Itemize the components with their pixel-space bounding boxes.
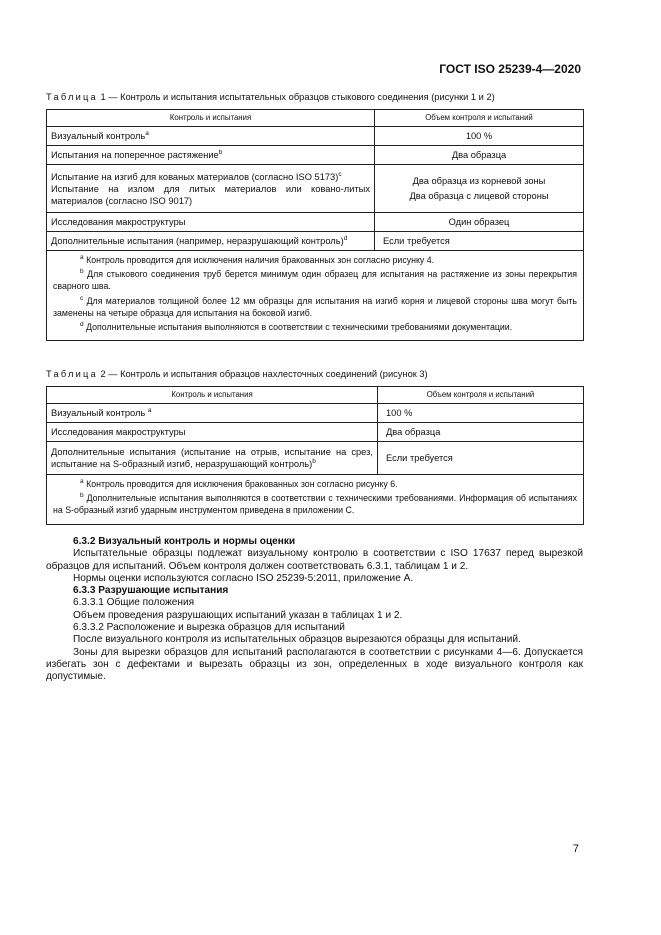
table1-footnotes <box>47 251 584 341</box>
table2-cell-scope: Два образца <box>378 423 584 442</box>
cell-text: Испытания на поперечное растяжение <box>51 150 219 160</box>
table2-caption-prefix: Таблица <box>46 369 98 379</box>
table1-cell-test <box>47 165 375 213</box>
footnote-ref: a <box>145 129 149 137</box>
table2-footnotes-row <box>47 475 584 525</box>
table-row <box>47 165 584 213</box>
footnote-mark: d <box>80 321 84 329</box>
footnote-text: Контроль проводится для исключения бракованных зон согласно рисунку 6. <box>83 479 398 489</box>
cell-text: Два образца из корневой зоны <box>412 176 546 186</box>
footnote-ref: c <box>338 170 342 178</box>
document-header: ГОСТ ISO 25239-4—2020 <box>439 62 581 76</box>
footnote-text: Для стыкового соединения труб берется минимум один образец для испытания на растяжение из зоны перекрытия сварного шва. <box>53 269 577 292</box>
table1-header-test: Контроль и испытания <box>47 110 375 127</box>
table-row <box>47 146 584 165</box>
subsection-heading: 6.3.3.1 Общие положения <box>73 597 195 609</box>
table1-caption-prefix: Таблица <box>46 92 98 102</box>
table2-cell-test: Исследования макроструктуры <box>47 423 378 442</box>
table1-caption <box>46 92 495 102</box>
table1-caption-text: 1 — Контроль и испытания испытательных образцов стыкового соединения (рисунки 1 и 2) <box>97 92 495 102</box>
cell-text: Визуальный контроль <box>51 408 148 418</box>
footnote-mark: c <box>80 294 84 302</box>
table2-caption <box>46 369 428 379</box>
table1-cell-scope: Если требуется <box>375 232 584 251</box>
paragraph: Испытательные образцы подлежат визуальному контролю в соответствии с ISO 17637 перед вырезкой образцов для испытаний. Объем контроля должен соответствовать 6.3.1, таблицам 1 и 2. <box>46 548 583 572</box>
table2-cell-test <box>47 442 378 475</box>
body-text <box>46 536 583 684</box>
table-row <box>47 404 584 423</box>
table1 <box>46 109 584 341</box>
footnote-text: Для материалов толщиной более 12 мм образцы для испытания на изгиб корня и лицевой стороны шва могут быть заменены на четыре образца для испытания на боковой изгиб. <box>53 295 577 318</box>
table2-header-test: Контроль и испытания <box>47 387 378 404</box>
footnote-ref: d <box>343 234 348 242</box>
paragraph: Зоны для вырезки образцов для испытаний располагаются в соответствии с рисунками 4—6. Допускается избегать зон с дефектами и вырезать образцы из зон, определенных в ходе визуального контроля как допустимые. <box>46 646 583 683</box>
table1-cell-scope: Один образец <box>375 213 584 232</box>
footnote-mark: b <box>80 268 84 276</box>
footnote-text: Контроль проводится для исключения наличия бракованных зон согласно рисунку 4. <box>83 255 435 265</box>
table-row <box>47 213 584 232</box>
table1-cell-scope <box>375 165 584 213</box>
table2-footnotes <box>47 475 584 525</box>
footnote-mark: a <box>80 478 84 486</box>
table1-cell-test <box>47 127 375 146</box>
table1-cell-test <box>47 232 375 251</box>
table1-header-scope: Объем контроля и испытаний <box>375 110 584 127</box>
table2 <box>46 386 584 525</box>
cell-text: Испытание на излом для литых материалов или ковано-литых материалов (согласно ISO 9017) <box>51 183 370 206</box>
footnote-ref: b <box>218 148 223 156</box>
footnote-ref: a <box>147 406 152 414</box>
cell-text: Дополнительные испытания (испытание на отрыв, испытание на срез, испытание на S-образный изгиб, неразрушающий контроль) <box>51 447 373 469</box>
page-number: 7 <box>572 843 579 855</box>
paragraph: Объем проведения разрушающих испытаний указан в таблицах 1 и 2. <box>73 609 403 621</box>
table1-cell-scope: Два образца <box>375 146 584 165</box>
footnote-text: Дополнительные испытания выполняются в соответствии с техническими требованиями. Информация об испытаниях на S-образный изгиб ударным инструментом приведена в приложении С. <box>53 493 577 516</box>
section-heading-6-3-2: 6.3.2 Визуальный контроль и нормы оценки <box>73 536 296 547</box>
table-row <box>47 127 584 146</box>
subsection-heading: 6.3.3.2 Расположение и вырезка образцов для испытаний <box>73 622 345 634</box>
footnote-ref: b <box>312 457 316 465</box>
table-row <box>47 232 584 251</box>
footnote-mark: a <box>80 254 84 262</box>
table-row <box>47 423 584 442</box>
footnote-text: Дополнительные испытания выполняются в соответствии с техническими требованиями документации. <box>83 322 513 333</box>
table2-cell-test <box>47 404 378 423</box>
table1-cell-test: Исследования макроструктуры <box>47 213 375 232</box>
table2-caption-text: 2 — Контроль и испытания образцов нахлесточных соединений (рисунок 3) <box>97 369 428 379</box>
cell-text: Испытание на изгиб для кованых материалов (согласно ISO 5173) <box>51 171 339 182</box>
table1-cell-test <box>47 146 375 165</box>
cell-text: Визуальный контроль <box>51 131 146 141</box>
cell-text: Дополнительные испытания (например, неразрушающий контроль) <box>51 236 344 246</box>
table2-header-scope: Объем контроля и испытаний <box>378 387 584 404</box>
table2-cell-scope: Если требуется <box>378 442 584 475</box>
table-row <box>47 442 584 475</box>
table2-cell-scope: 100 % <box>378 404 584 423</box>
table1-footnotes-row <box>47 251 584 341</box>
cell-text: Два образца с лицевой стороны <box>409 191 549 201</box>
paragraph: После визуального контроля из испытательных образцов вырезаются образцы для испытаний. <box>73 634 521 646</box>
table1-cell-scope: 100 % <box>375 127 584 146</box>
paragraph: Нормы оценки используются согласно ISO 25239-5:2011, приложение А. <box>73 572 414 584</box>
section-heading-6-3-3: 6.3.3 Разрушающие испытания <box>73 585 229 597</box>
footnote-mark: b <box>80 492 84 500</box>
